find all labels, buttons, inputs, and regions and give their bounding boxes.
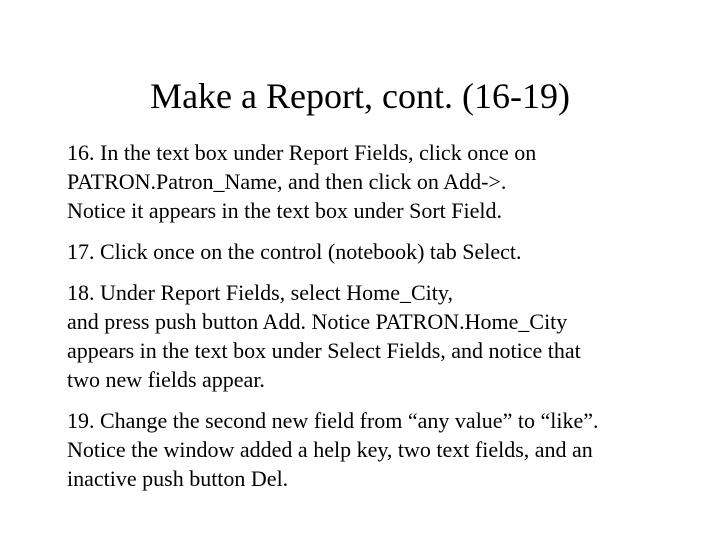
text-line: and press push button Add. Notice PATRON.Home_City [67, 309, 568, 334]
text-line: Notice the window added a help key, two text fields, and an [67, 437, 593, 462]
text-line: inactive push button Del. [67, 466, 289, 491]
step-17-paragraph [67, 237, 707, 266]
text-line: 18. Under Report Fields, select Home_City, [67, 280, 453, 305]
text-line: 16. In the text box under Report Fields, click once on [67, 140, 537, 165]
text-line: two new fields appear. [67, 367, 265, 392]
text-line: PATRON.Patron_Name, and then click on Add->. [67, 169, 507, 194]
slide-body [67, 138, 707, 505]
text-line: 17. Click once on the control (notebook) tab Select. [67, 239, 522, 264]
step-19-paragraph [67, 406, 707, 493]
slide-title: Make a Report, cont. (16-19) [150, 76, 570, 116]
step-18-paragraph [67, 278, 707, 394]
text-line: 19. Change the second new field from “any value” to “like”. [67, 408, 599, 433]
step-16-paragraph [67, 138, 707, 225]
text-line: appears in the text box under Select Fields, and notice that [67, 338, 581, 363]
text-line: Notice it appears in the text box under Sort Field. [67, 198, 503, 223]
